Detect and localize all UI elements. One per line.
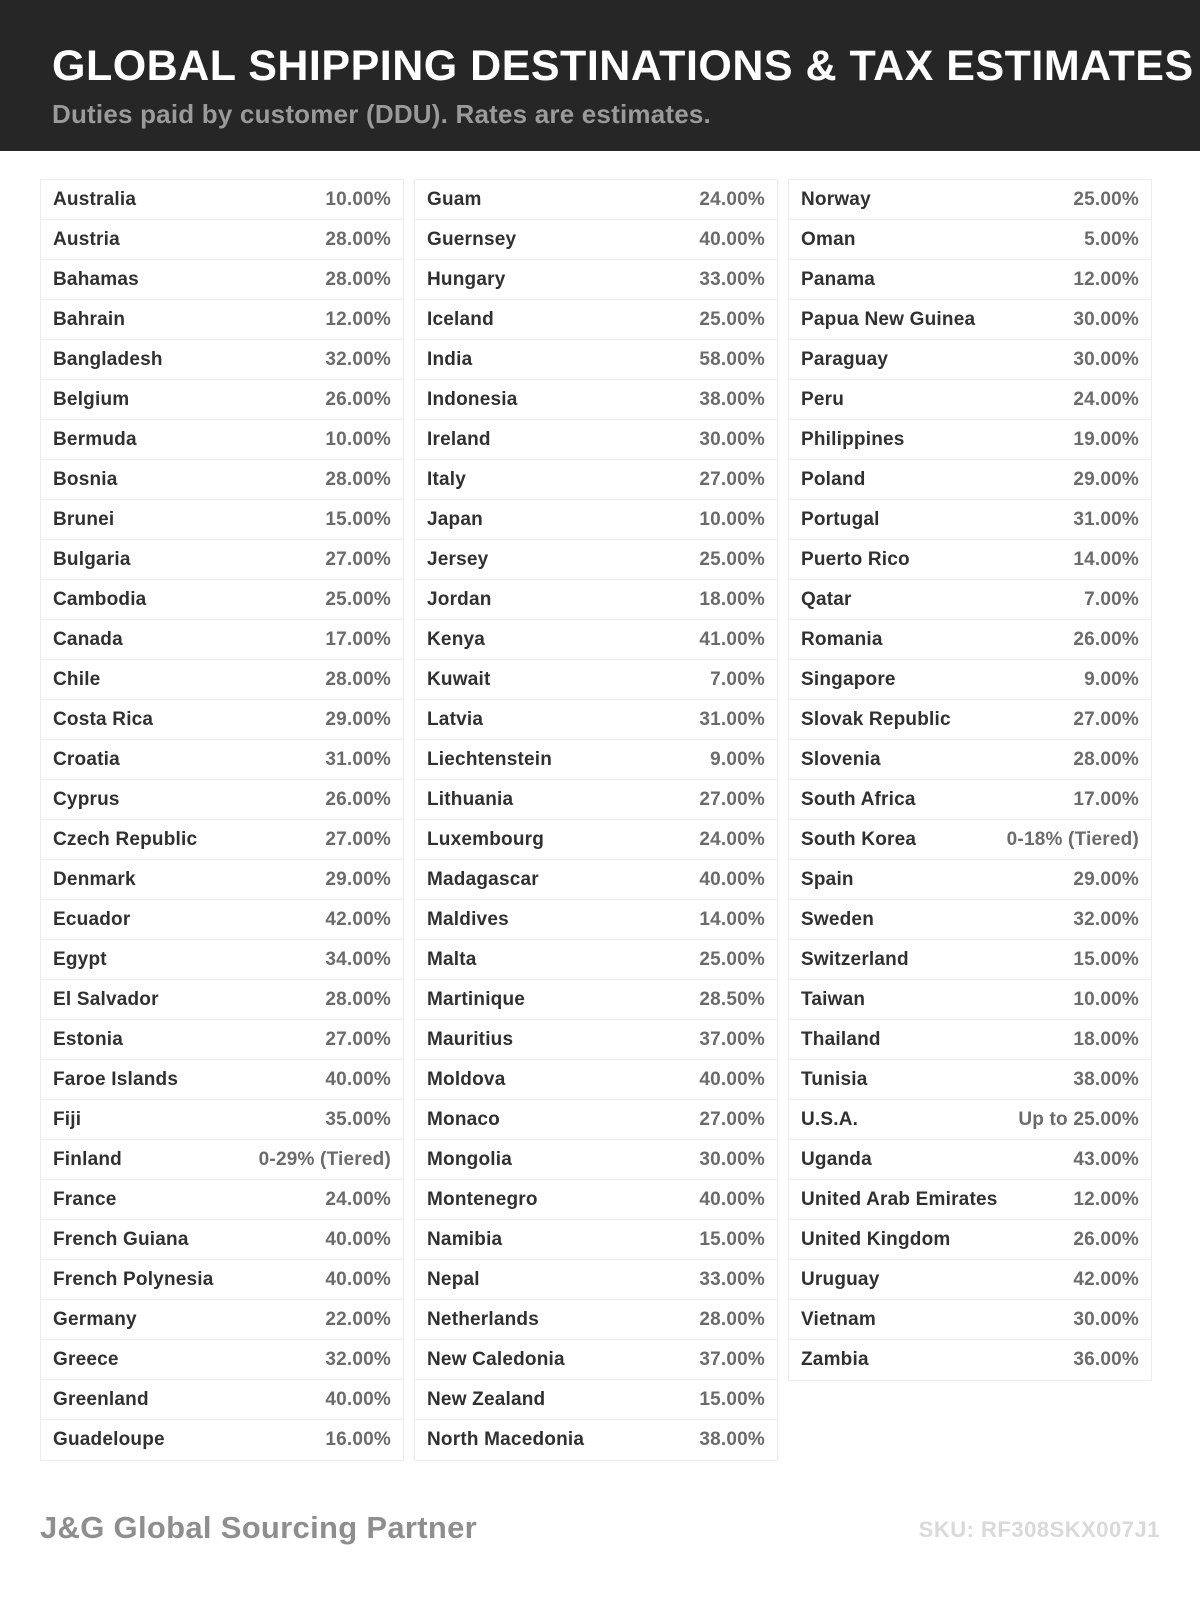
table-row: [415, 1180, 777, 1220]
tax-rate: 40.00%: [699, 228, 765, 250]
tax-rate: 27.00%: [699, 1108, 765, 1130]
country-name: Martinique: [427, 988, 526, 1010]
country-name: Greece: [53, 1348, 119, 1370]
country-name: Austria: [53, 228, 120, 250]
country-name: El Salvador: [53, 988, 159, 1010]
tax-rate: 14.00%: [1073, 548, 1139, 570]
table-row: [41, 860, 403, 900]
tax-rate: 38.00%: [699, 1429, 765, 1450]
country-name: U.S.A.: [801, 1108, 859, 1130]
table-row: [415, 1220, 777, 1260]
table-column-2: [414, 179, 778, 1461]
tax-rate: 29.00%: [1073, 868, 1139, 890]
tax-rate: 37.00%: [699, 1348, 765, 1370]
table-row: [41, 1420, 403, 1460]
table-column-3: [788, 179, 1152, 1381]
tax-rate: 29.00%: [325, 868, 391, 890]
country-name: Uganda: [801, 1148, 872, 1170]
country-name: Iceland: [427, 308, 494, 330]
tax-rate: 10.00%: [699, 508, 765, 530]
table-row: [789, 1180, 1151, 1220]
table-row: [41, 580, 403, 620]
country-name: Malta: [427, 948, 477, 970]
country-name: Lithuania: [427, 788, 514, 810]
tax-rate: 28.00%: [325, 668, 391, 690]
country-name: Moldova: [427, 1068, 506, 1090]
country-name: Tunisia: [801, 1068, 868, 1090]
country-name: Oman: [801, 228, 856, 250]
tax-rate: 22.00%: [325, 1308, 391, 1330]
country-name: Denmark: [53, 868, 136, 890]
country-name: New Caledonia: [427, 1348, 565, 1370]
country-name: United Kingdom: [801, 1228, 951, 1250]
country-name: Bangladesh: [53, 348, 163, 370]
country-name: Netherlands: [427, 1308, 540, 1330]
tax-rate: 28.00%: [325, 228, 391, 250]
country-name: Papua New Guinea: [801, 308, 976, 330]
tax-rate: 17.00%: [1073, 788, 1139, 810]
table-row: [789, 820, 1151, 860]
table-row: [41, 540, 403, 580]
table-row: [415, 620, 777, 660]
country-name: Jersey: [427, 548, 489, 570]
tax-rate: 25.00%: [699, 948, 765, 970]
table-row: [415, 1300, 777, 1340]
tax-rate: 15.00%: [1073, 948, 1139, 970]
tax-rate: 27.00%: [325, 1028, 391, 1050]
tax-rate: 26.00%: [1073, 628, 1139, 650]
table-row: [41, 1340, 403, 1380]
tax-rate: 18.00%: [1073, 1028, 1139, 1050]
tax-rate: 18.00%: [699, 588, 765, 610]
table-row: [415, 740, 777, 780]
table-row: [41, 620, 403, 660]
country-name: Mauritius: [427, 1028, 514, 1050]
tax-rate: 31.00%: [699, 708, 765, 730]
table-row: [41, 1260, 403, 1300]
table-row: [415, 1020, 777, 1060]
table-row: [789, 1300, 1151, 1340]
tax-rate: 32.00%: [325, 348, 391, 370]
table-row: [41, 700, 403, 740]
country-name: Bulgaria: [53, 548, 131, 570]
country-name: Faroe Islands: [53, 1068, 179, 1090]
table-row: [41, 460, 403, 500]
table-row: [415, 220, 777, 260]
country-name: Sweden: [801, 908, 874, 930]
tax-rate: 40.00%: [699, 1188, 765, 1210]
table-row: [415, 380, 777, 420]
country-name: United Arab Emirates: [801, 1188, 998, 1210]
country-name: Bahrain: [53, 308, 126, 330]
country-name: Bahamas: [53, 268, 139, 290]
country-name: Finland: [53, 1148, 122, 1170]
table-row: [789, 500, 1151, 540]
country-name: Vietnam: [801, 1308, 876, 1330]
table-row: [415, 180, 777, 220]
country-name: Ireland: [427, 428, 491, 450]
table-row: [41, 1100, 403, 1140]
tax-rate: 30.00%: [1073, 1308, 1139, 1330]
table-row: [41, 660, 403, 700]
country-name: Australia: [53, 188, 137, 210]
table-row: [789, 1140, 1151, 1180]
country-name: Monaco: [427, 1108, 500, 1130]
table-row: [415, 940, 777, 980]
table-row: [41, 300, 403, 340]
table-row: [415, 780, 777, 820]
tax-rate: 12.00%: [325, 308, 391, 330]
table-row: [415, 860, 777, 900]
country-name: Peru: [801, 388, 845, 410]
tax-rate: 40.00%: [325, 1068, 391, 1090]
country-name: Singapore: [801, 668, 896, 690]
tax-rate: 17.00%: [325, 628, 391, 650]
country-name: Qatar: [801, 588, 852, 610]
country-name: Jordan: [427, 588, 492, 610]
country-name: Thailand: [801, 1028, 881, 1050]
country-name: Guernsey: [427, 228, 517, 250]
tax-rate-table: [40, 179, 1152, 1461]
table-row: [415, 420, 777, 460]
table-row: [41, 1180, 403, 1220]
tax-rate: 43.00%: [1073, 1148, 1139, 1170]
country-name: Spain: [801, 868, 854, 890]
country-name: Romania: [801, 628, 883, 650]
table-row: [789, 1020, 1151, 1060]
tax-rate: 10.00%: [325, 188, 391, 210]
table-row: [41, 260, 403, 300]
tax-rate: 32.00%: [1073, 908, 1139, 930]
tax-rate: 42.00%: [325, 908, 391, 930]
country-name: Belgium: [53, 388, 130, 410]
tax-rate: 33.00%: [699, 268, 765, 290]
table-row: [789, 380, 1151, 420]
table-row: [789, 860, 1151, 900]
header-bar: [0, 0, 1200, 151]
country-name: Montenegro: [427, 1188, 538, 1210]
table-row: [789, 780, 1151, 820]
country-name: South Africa: [801, 788, 916, 810]
tax-rate: 9.00%: [710, 748, 765, 770]
table-row: [415, 1340, 777, 1380]
table-row: [789, 900, 1151, 940]
table-row: [41, 1380, 403, 1420]
tax-rate: 25.00%: [699, 548, 765, 570]
table-row: [415, 460, 777, 500]
table-row: [415, 820, 777, 860]
country-name: New Zealand: [427, 1388, 546, 1410]
country-name: France: [53, 1188, 117, 1210]
tax-rate: 38.00%: [699, 388, 765, 410]
table-row: [789, 660, 1151, 700]
table-row: [789, 620, 1151, 660]
tax-rate: 10.00%: [325, 428, 391, 450]
tax-rate: 0-18% (Tiered): [1006, 828, 1139, 850]
tax-rate: 26.00%: [1073, 1228, 1139, 1250]
country-name: Czech Republic: [53, 828, 198, 850]
tax-rate: 29.00%: [1073, 468, 1139, 490]
table-row: [41, 1140, 403, 1180]
table-row: [41, 740, 403, 780]
tax-rate: 26.00%: [325, 788, 391, 810]
tax-rate: 9.00%: [1084, 668, 1139, 690]
tax-rate: 15.00%: [699, 1228, 765, 1250]
tax-rate: 40.00%: [325, 1228, 391, 1250]
tax-rate: 28.00%: [1073, 748, 1139, 770]
tax-rate: 25.00%: [325, 588, 391, 610]
tax-rate: 29.00%: [325, 708, 391, 730]
tax-rate: 16.00%: [325, 1429, 391, 1450]
country-name: Nepal: [427, 1268, 480, 1290]
country-name: Zambia: [801, 1349, 869, 1370]
country-name: Maldives: [427, 908, 509, 930]
country-name: Egypt: [53, 948, 107, 970]
table-row: [789, 300, 1151, 340]
tax-rate: 27.00%: [325, 828, 391, 850]
tax-rate: 24.00%: [325, 1188, 391, 1210]
table-row: [415, 1260, 777, 1300]
country-name: Uruguay: [801, 1268, 880, 1290]
tax-rate: 15.00%: [325, 508, 391, 530]
country-name: Portugal: [801, 508, 880, 530]
tax-rate: 24.00%: [699, 828, 765, 850]
country-name: Hungary: [427, 268, 506, 290]
tax-rate: 40.00%: [699, 1068, 765, 1090]
brand-name: J&G Global Sourcing Partner: [40, 1510, 478, 1545]
country-name: Costa Rica: [53, 708, 154, 730]
table-row: [415, 540, 777, 580]
country-name: Guam: [427, 188, 482, 210]
tax-rate: 5.00%: [1084, 228, 1139, 250]
tax-rate: 7.00%: [1084, 588, 1139, 610]
tax-rate: 36.00%: [1073, 1349, 1139, 1370]
table-row: [789, 1220, 1151, 1260]
country-name: Philippines: [801, 428, 905, 450]
table-row: [415, 340, 777, 380]
table-row: [789, 460, 1151, 500]
country-name: Slovenia: [801, 748, 881, 770]
tax-rate: 27.00%: [699, 468, 765, 490]
tax-rate: 26.00%: [325, 388, 391, 410]
table-row: [41, 420, 403, 460]
table-row: [789, 740, 1151, 780]
country-name: Kuwait: [427, 668, 491, 690]
country-name: India: [427, 348, 473, 370]
country-name: South Korea: [801, 828, 917, 850]
tax-rate: Up to 25.00%: [1018, 1108, 1139, 1130]
tax-rate: 25.00%: [1073, 188, 1139, 210]
tax-rate: 14.00%: [699, 908, 765, 930]
table-row: [41, 900, 403, 940]
country-name: Slovak Republic: [801, 708, 951, 730]
table-row: [789, 220, 1151, 260]
country-name: Fiji: [53, 1108, 82, 1130]
country-name: Japan: [427, 508, 483, 530]
table-row: [789, 1340, 1151, 1380]
country-name: Croatia: [53, 748, 120, 770]
table-row: [41, 940, 403, 980]
tax-rate: 33.00%: [699, 1268, 765, 1290]
country-name: Namibia: [427, 1228, 503, 1250]
table-row: [789, 540, 1151, 580]
table-row: [41, 1300, 403, 1340]
table-row: [415, 900, 777, 940]
tax-rate: 24.00%: [699, 188, 765, 210]
tax-rate: 28.00%: [325, 988, 391, 1010]
tax-rate: 28.00%: [699, 1308, 765, 1330]
table-row: [789, 580, 1151, 620]
table-row: [41, 820, 403, 860]
tax-rate: 42.00%: [1073, 1268, 1139, 1290]
country-name: Canada: [53, 628, 123, 650]
tax-rate: 38.00%: [1073, 1068, 1139, 1090]
table-row: [41, 980, 403, 1020]
tax-rate: 7.00%: [710, 668, 765, 690]
table-row: [41, 500, 403, 540]
tax-rate: 0-29% (Tiered): [258, 1148, 391, 1170]
sku-label: SKU: RF308SKX007J1: [918, 1517, 1160, 1542]
tax-rate: 24.00%: [1073, 388, 1139, 410]
table-row: [789, 940, 1151, 980]
country-name: Liechtenstein: [427, 748, 553, 770]
table-row: [41, 340, 403, 380]
tax-rate: 28.00%: [325, 468, 391, 490]
table-row: [789, 420, 1151, 460]
page-subtitle: Duties paid by customer (DDU). Rates are estimates.: [52, 99, 711, 129]
country-name: Switzerland: [801, 948, 909, 970]
tax-rate: 30.00%: [699, 428, 765, 450]
page-title: GLOBAL SHIPPING DESTINATIONS & TAX ESTIMATES: [52, 42, 1194, 90]
table-row: [415, 700, 777, 740]
table-row: [789, 1060, 1151, 1100]
tax-rate: 31.00%: [1073, 508, 1139, 530]
table-row: [41, 220, 403, 260]
table-row: [415, 1060, 777, 1100]
tax-rate: 27.00%: [1073, 708, 1139, 730]
table-row: [789, 1100, 1151, 1140]
table-row: [415, 500, 777, 540]
country-name: Greenland: [53, 1388, 149, 1410]
tax-rate: 41.00%: [699, 628, 765, 650]
country-name: Guadeloupe: [53, 1429, 165, 1450]
table-row: [789, 1260, 1151, 1300]
table-row: [789, 180, 1151, 220]
table-row: [41, 1020, 403, 1060]
tax-rate: 40.00%: [325, 1388, 391, 1410]
table-row: [415, 980, 777, 1020]
table-row: [415, 300, 777, 340]
table-row: [789, 340, 1151, 380]
tax-rate: 40.00%: [699, 868, 765, 890]
tax-rate: 10.00%: [1073, 988, 1139, 1010]
country-name: Norway: [801, 188, 871, 210]
table-row: [41, 780, 403, 820]
country-name: Luxembourg: [427, 828, 545, 850]
table-row: [415, 1100, 777, 1140]
country-name: Kenya: [427, 628, 486, 650]
country-name: French Polynesia: [53, 1268, 214, 1290]
tax-rate: 31.00%: [325, 748, 391, 770]
table-row: [789, 700, 1151, 740]
tax-rate: 28.50%: [699, 988, 765, 1010]
country-name: Poland: [801, 468, 866, 490]
table-row: [41, 1220, 403, 1260]
tax-rate: 25.00%: [699, 308, 765, 330]
country-name: Ecuador: [53, 908, 131, 930]
country-name: Indonesia: [427, 388, 518, 410]
country-name: Italy: [427, 468, 467, 490]
tax-rate: 19.00%: [1073, 428, 1139, 450]
table-row: [41, 180, 403, 220]
country-name: Cambodia: [53, 588, 147, 610]
country-name: Latvia: [427, 708, 484, 730]
country-name: Puerto Rico: [801, 548, 910, 570]
tax-rate: 40.00%: [325, 1268, 391, 1290]
country-name: Germany: [53, 1308, 137, 1330]
country-name: Bermuda: [53, 428, 137, 450]
table-row: [415, 660, 777, 700]
tax-rate: 30.00%: [1073, 348, 1139, 370]
table-column-1: [40, 179, 404, 1461]
tax-rate: 15.00%: [699, 1388, 765, 1410]
country-name: Madagascar: [427, 868, 539, 890]
tax-rate: 58.00%: [699, 348, 765, 370]
country-name: Mongolia: [427, 1148, 512, 1170]
country-name: French Guiana: [53, 1228, 189, 1250]
tax-rate: 12.00%: [1073, 1188, 1139, 1210]
table-row: [415, 1380, 777, 1420]
country-name: Chile: [53, 668, 101, 690]
table-row: [789, 980, 1151, 1020]
country-name: Panama: [801, 268, 876, 290]
table-row: [415, 1420, 777, 1460]
tax-rate: 35.00%: [325, 1108, 391, 1130]
country-name: Cyprus: [53, 788, 120, 810]
table-row: [415, 1140, 777, 1180]
country-name: Taiwan: [801, 988, 866, 1010]
tax-rate: 32.00%: [325, 1348, 391, 1370]
table-row: [41, 380, 403, 420]
tax-rate: 28.00%: [325, 268, 391, 290]
country-name: Paraguay: [801, 348, 889, 370]
tax-rate: 12.00%: [1073, 268, 1139, 290]
table-row: [789, 260, 1151, 300]
table-row: [41, 1060, 403, 1100]
tax-rate: 30.00%: [699, 1148, 765, 1170]
tax-rate: 37.00%: [699, 1028, 765, 1050]
tax-rate: 27.00%: [699, 788, 765, 810]
country-name: Bosnia: [53, 468, 118, 490]
table-row: [415, 260, 777, 300]
tax-rate: 27.00%: [325, 548, 391, 570]
country-name: Brunei: [53, 508, 115, 530]
country-name: Estonia: [53, 1028, 124, 1050]
tax-rate: 34.00%: [325, 948, 391, 970]
tax-rate: 30.00%: [1073, 308, 1139, 330]
table-row: [415, 580, 777, 620]
country-name: North Macedonia: [427, 1429, 585, 1450]
